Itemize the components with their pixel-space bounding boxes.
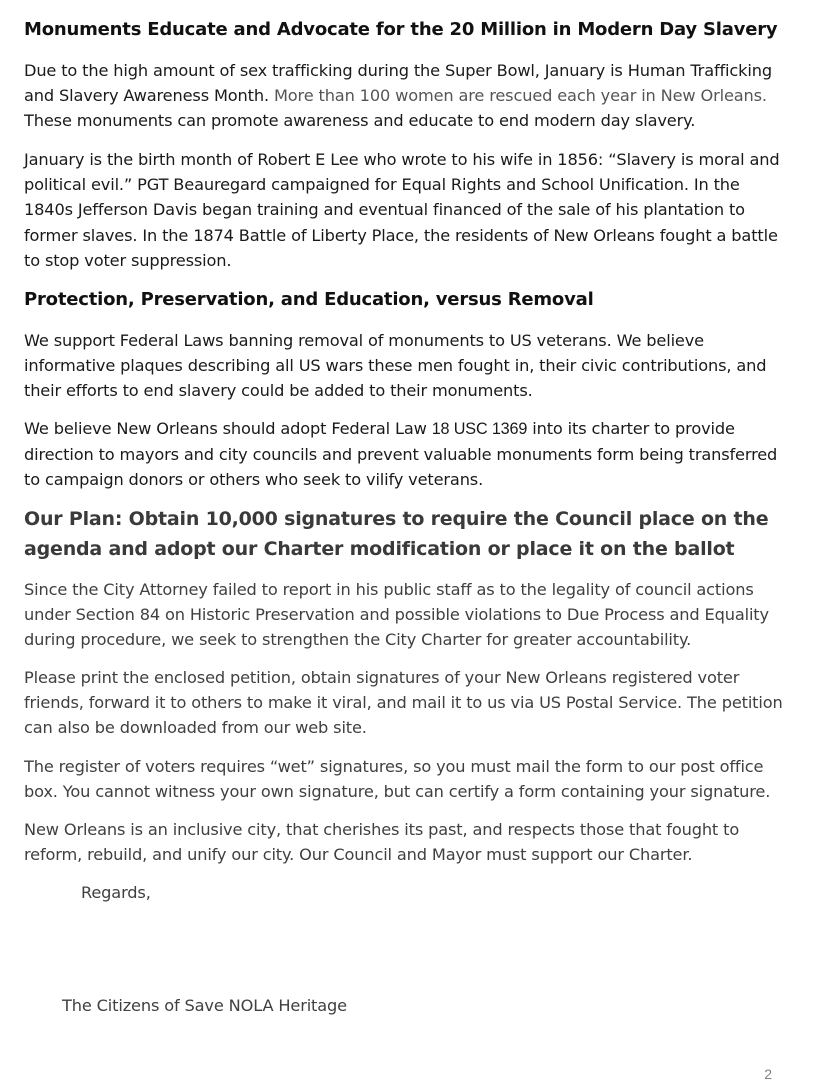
paragraph-federal-laws: We support Federal Laws banning removal of monuments to US veterans. We believe informative plaques describing all US wars these men fought in, their civic contributions, and their efforts to end slavery could be added to their monuments. bbox=[24, 331, 767, 401]
paragraph-trafficking-text-a: Due to the high amount of sex trafficking during the Super Bowl, January is Human Trafficking and Slavery Awareness Month. bbox=[24, 61, 772, 106]
heading-monuments-educate: Monuments Educate and Advocate for the 20 Million in Modern Day Slavery bbox=[24, 19, 778, 40]
paragraph-adopt-text-a: We believe New Orleans should adopt Federal Law bbox=[24, 419, 432, 438]
paragraph-city-attorney: Since the City Attorney failed to report in his public staff as to the legality of council actions under Section 84 on Historic Preservation and possible violations to Due Process and Equality during procedure, we seek to strengthen the City Charter for greater accountability. bbox=[24, 580, 769, 650]
paragraph-print-petition: Please print the enclosed petition, obtain signatures of your New Orleans registered voter friends, forward it to others to make it viral, and mail it to us via US Postal Service. The petition can also be downloaded from our web site. bbox=[24, 668, 783, 738]
paragraph-trafficking-awareness bbox=[24, 58, 784, 134]
heading-our-plan: Our Plan: Obtain 10,000 signatures to require the Council place on the agenda and adopt our Charter modification or place it on the ballot bbox=[24, 508, 769, 560]
paragraph-adopt-text-c: into its charter to provide direction to mayors and city councils and prevent valuable monuments form being transferred to campaign donors or others who seek to vilify veterans. bbox=[24, 419, 778, 490]
closing-regards: Regards, bbox=[81, 883, 151, 902]
paragraph-adopt-law-code: 18 USC 1369 bbox=[431, 420, 528, 438]
paragraph-trafficking-text-c: These monuments can promote awareness and educate to end modern day slavery. bbox=[24, 111, 696, 131]
heading-protection-preservation: Protection, Preservation, and Education, versus Removal bbox=[24, 289, 594, 310]
paragraph-inclusive-city: New Orleans is an inclusive city, that cherishes its past, and respects those that fought to reform, rebuild, and unify our city. Our Council and Mayor must support our Charter. bbox=[24, 820, 740, 865]
paragraph-january-history: January is the birth month of Robert E Lee who wrote to his wife in 1856: “Slavery is moral and political evil.” PGT Beauregard campaigned for Equal Rights and School Unification. In the 1840s Jefferson Davis began training and eventual financed of the sale of his plantation to former slaves. In the 1874 Battle of Liberty Place, the residents of New Orleans fought a battle to stop voter suppression. bbox=[24, 150, 780, 270]
paragraph-wet-signatures: The register of voters requires “wet” signatures, so you must mail the form to our post office box. You cannot witness your own signature, but can certify a form containing your signature. bbox=[24, 757, 771, 802]
page-number: 2 bbox=[764, 1066, 772, 1082]
paragraph-adopt-federal-law bbox=[24, 416, 784, 493]
closing-signature: The Citizens of Save NOLA Heritage bbox=[62, 996, 347, 1015]
paragraph-trafficking-text-b: More than 100 women are rescued each year in New Orleans. bbox=[273, 86, 767, 106]
